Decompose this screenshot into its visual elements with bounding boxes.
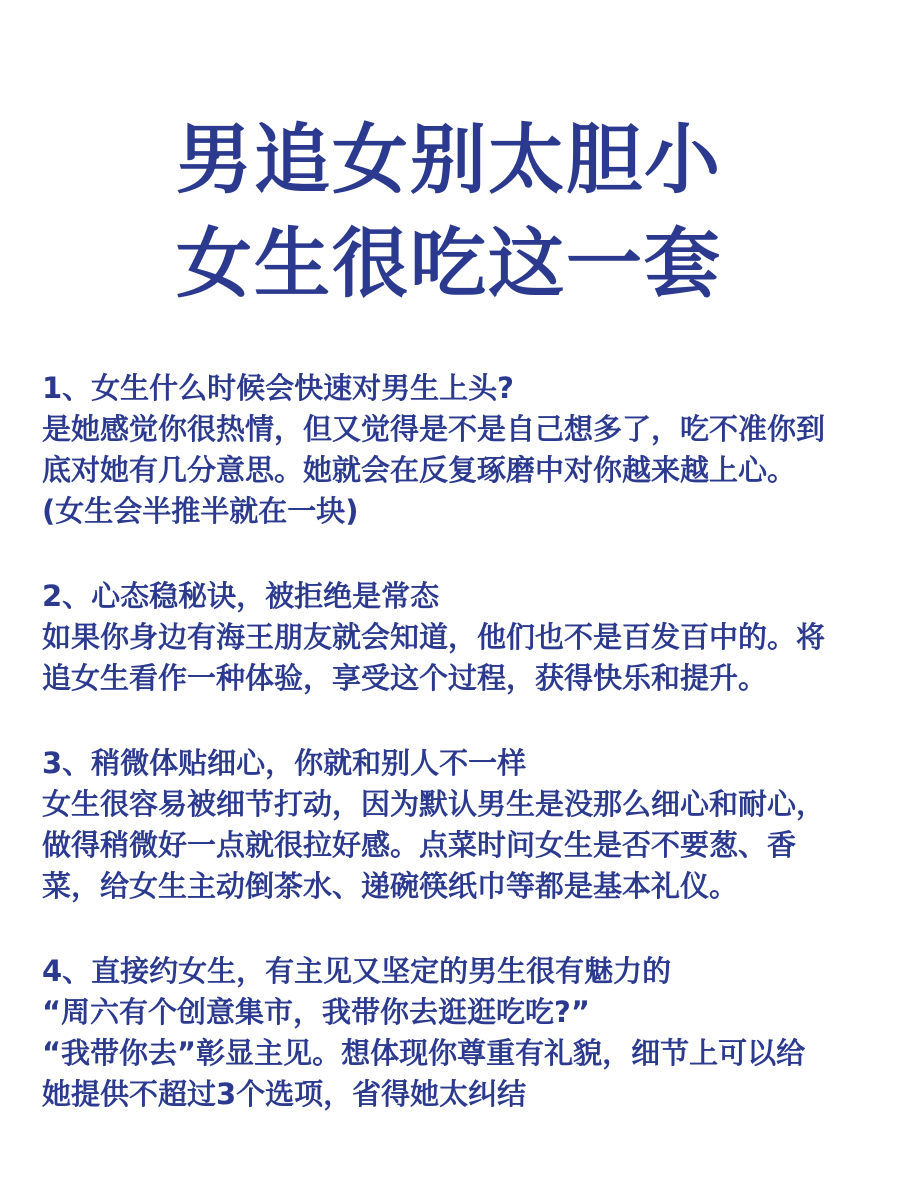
title-line-1: 男追女别太胆小 — [176, 115, 722, 204]
section-1 — [42, 368, 862, 532]
paragraph-line: 她提供不超过3个选项，省得她太纠结 — [42, 1077, 527, 1111]
paragraph-line: 底对她有几分意思。她就会在反复琢磨中对你越来越上心。 — [42, 453, 797, 487]
paragraph-line: 菜，给女生主动倒茶水、递碗筷纸巾等都是基本礼仪。 — [42, 869, 739, 903]
paragraph-line: “周六有个创意集市，我带你去逛逛吃吃?” — [42, 995, 590, 1029]
section-heading: 4、直接约女生，有主见又坚定的男生很有魅力的 — [42, 954, 672, 988]
paragraph-line: 做得稍微好一点就很拉好感。点菜时问女生是否不要葱、香 — [42, 828, 797, 862]
page-title — [0, 108, 898, 316]
paragraph-line: 如果你身边有海王朋友就会知道，他们也不是百发百中的。将 — [42, 620, 826, 654]
section-3 — [42, 743, 862, 907]
section-heading: 3、稍微体贴细心，你就和别人不一样 — [42, 746, 527, 780]
section-2 — [42, 576, 862, 699]
paragraph-line: 追女生看作一种体验，享受这个过程，获得快乐和提升。 — [42, 661, 768, 695]
paragraph-line: (女生会半推半就在一块) — [42, 494, 359, 528]
section-heading: 2、心态稳秘诀，被拒绝是常态 — [42, 579, 440, 613]
paragraph-line: 是她感觉你很热情，但又觉得是不是自己想多了，吃不准你到 — [42, 412, 826, 446]
title-line-2: 女生很吃这一套 — [176, 219, 722, 308]
paragraph-line: 女生很容易被细节打动，因为默认男生是没那么细心和耐心， — [42, 787, 826, 821]
paragraph-line: “我带你去”彰显主见。想体现你尊重有礼貌，细节上可以给 — [42, 1036, 806, 1070]
section-heading: 1、女生什么时候会快速对男生上头? — [42, 371, 515, 405]
section-4 — [42, 951, 862, 1115]
article-body — [42, 368, 862, 1159]
